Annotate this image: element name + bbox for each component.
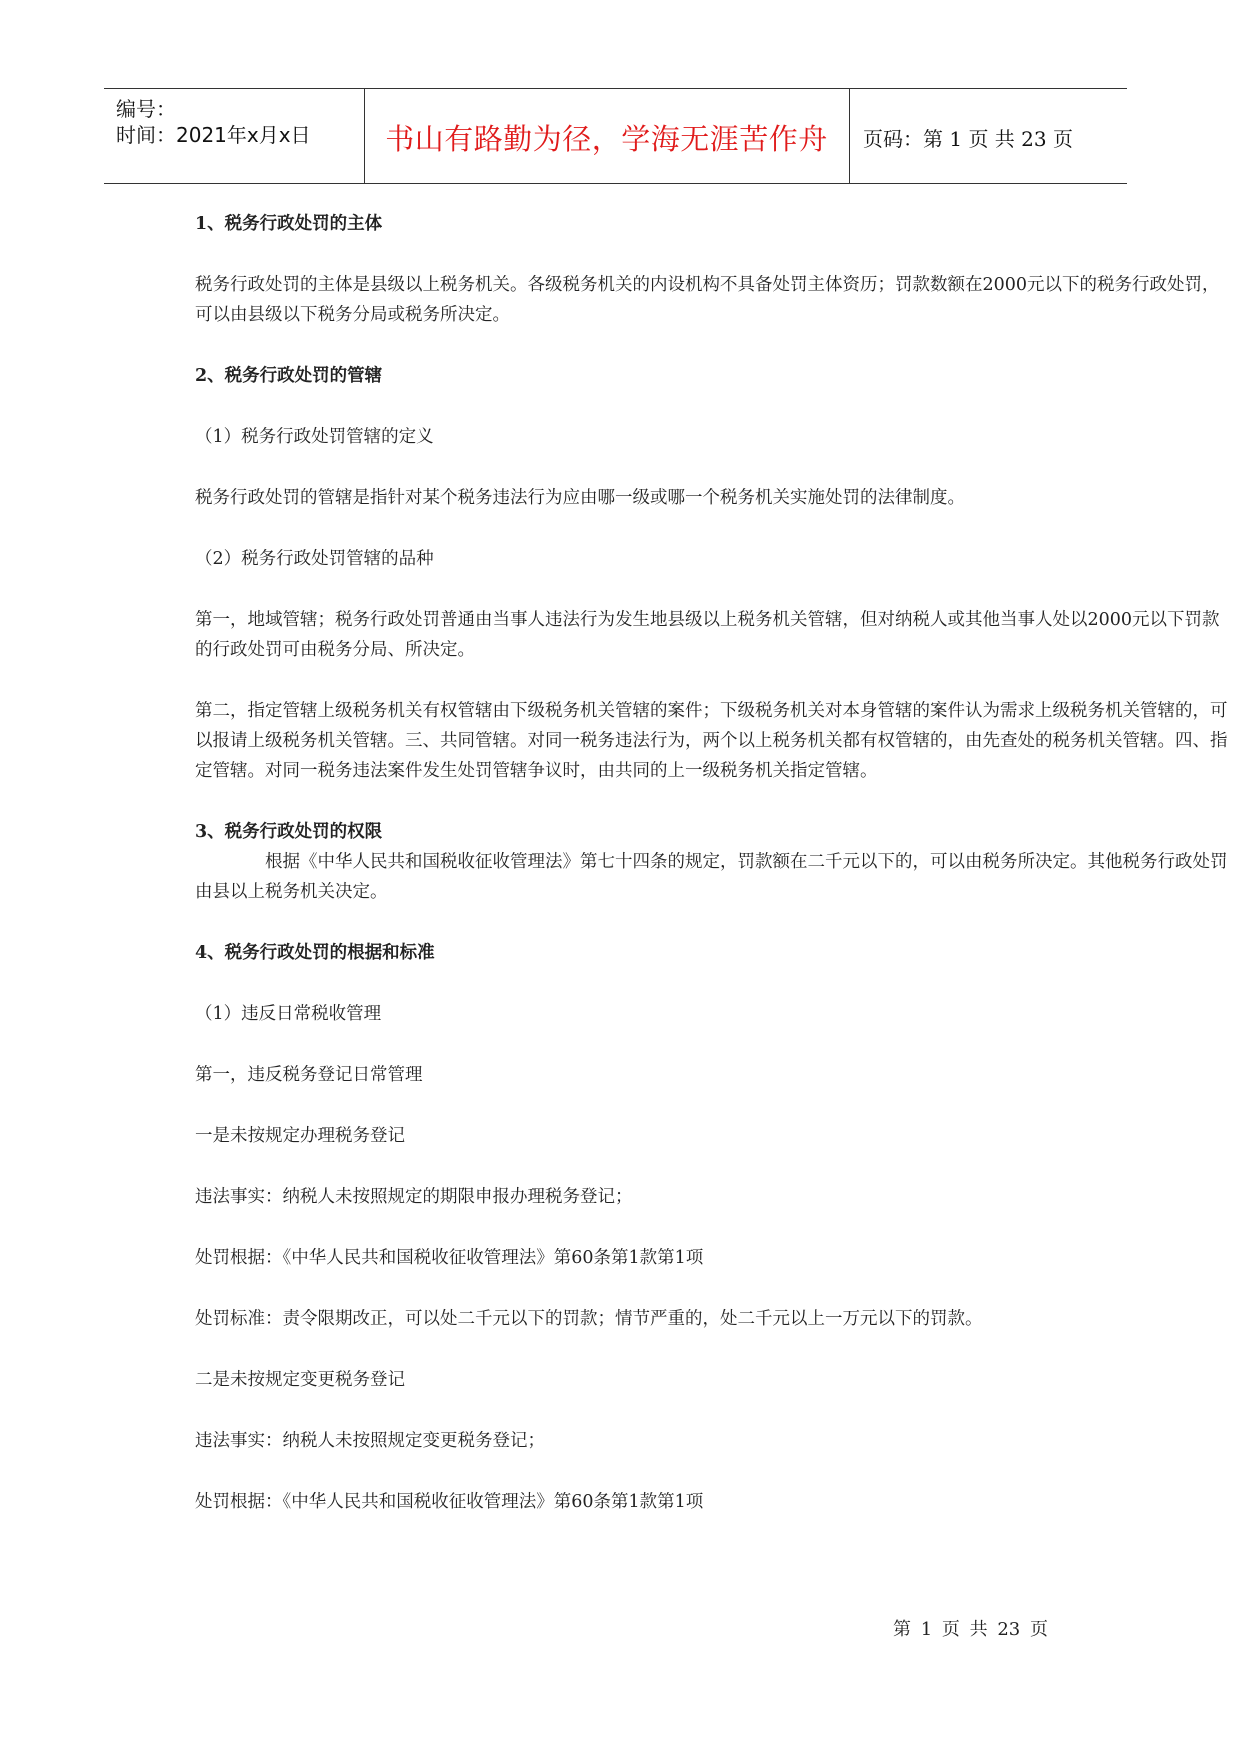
page-footer: 第 1 页 共 23 页 xyxy=(893,1619,1048,1640)
paragraph: 第二，指定管辖上级税务机关有权管辖由下级税务机关管辖的案件；下级税务机关对本身管辖的案件认为需求上级税务机关管辖的，可以报请上级税务机关管辖。三、共同管辖。对同一税务违法行为，两个以上税务机关都有权管辖的，由先查处的税务机关管辖。四、指定管辖。对同一税务违法案件发生处罚管辖争议时，由共同的上一级税务机关指定管辖。 xyxy=(195,701,1228,781)
serial-label: 编号： xyxy=(116,97,176,121)
paragraph: 处罚根据：《中华人民共和国税收征收管理法》第60条第1款第1项 xyxy=(195,1492,704,1512)
paragraph: 处罚根据：《中华人民共和国税收征收管理法》第60条第1款第1项 xyxy=(195,1248,704,1268)
paragraph: 违法事实：纳税人未按照规定的期限申报办理税务登记； xyxy=(195,1187,633,1207)
header-info-cell xyxy=(104,89,365,183)
paragraph: 根据《中华人民共和国税收征收管理法》第七十四条的规定，罚款额在二千元以下的，可以由税务所决定。其他税务行政处罚由县以上税务机关决定。 xyxy=(195,852,1228,902)
section-heading: 4、税务行政处罚的根据和标准 xyxy=(195,943,435,963)
motto: 书山有路勤为径，学海无涯苦作舟 xyxy=(385,122,828,156)
page-info: 页码：第 1 页 共 23 页 xyxy=(863,127,1073,151)
paragraph: 二是未按规定变更税务登记 xyxy=(195,1370,405,1390)
paragraph: 第一，违反税务登记日常管理 xyxy=(195,1065,423,1085)
paragraph: 第一，地域管辖；税务行政处罚普通由当事人违法行为发生地县级以上税务机关管辖，但对纳税人或其他当事人处以2000元以下罚款的行政处罚可由税务分局、所决定。 xyxy=(195,610,1220,660)
time-label: 时间：2021年x月x日 xyxy=(116,123,311,147)
subsection-heading: （1）税务行政处罚管辖的定义 xyxy=(195,427,434,447)
document-header xyxy=(104,88,1127,184)
paragraph: 一是未按规定办理税务登记 xyxy=(195,1126,405,1146)
paragraph: 处罚标准：责令限期改正，可以处二千元以下的罚款；情节严重的，处二千元以上一万元以下的罚款。 xyxy=(195,1309,983,1329)
paragraph: 违法事实：纳税人未按照规定变更税务登记； xyxy=(195,1431,545,1451)
paragraph: 税务行政处罚的主体是县级以上税务机关。各级税务机关的内设机构不具备处罚主体资历；罚款数额在2000元以下的税务行政处罚，可以由县级以下税务分局或税务所决定。 xyxy=(195,275,1220,325)
subsection-heading: （1）违反日常税收管理 xyxy=(195,1004,382,1024)
section-heading: 2、税务行政处罚的管辖 xyxy=(195,366,383,386)
paragraph: 税务行政处罚的管辖是指针对某个税务违法行为应由哪一级或哪一个税务机关实施处罚的法律制度。 xyxy=(195,488,965,508)
section-heading: 1、税务行政处罚的主体 xyxy=(195,214,383,234)
document-body xyxy=(195,195,1230,1517)
header-motto-cell xyxy=(364,89,850,183)
subsection-heading: （2）税务行政处罚管辖的品种 xyxy=(195,549,434,569)
section-heading: 3、税务行政处罚的权限 xyxy=(195,822,383,842)
header-page-cell xyxy=(849,89,1127,183)
